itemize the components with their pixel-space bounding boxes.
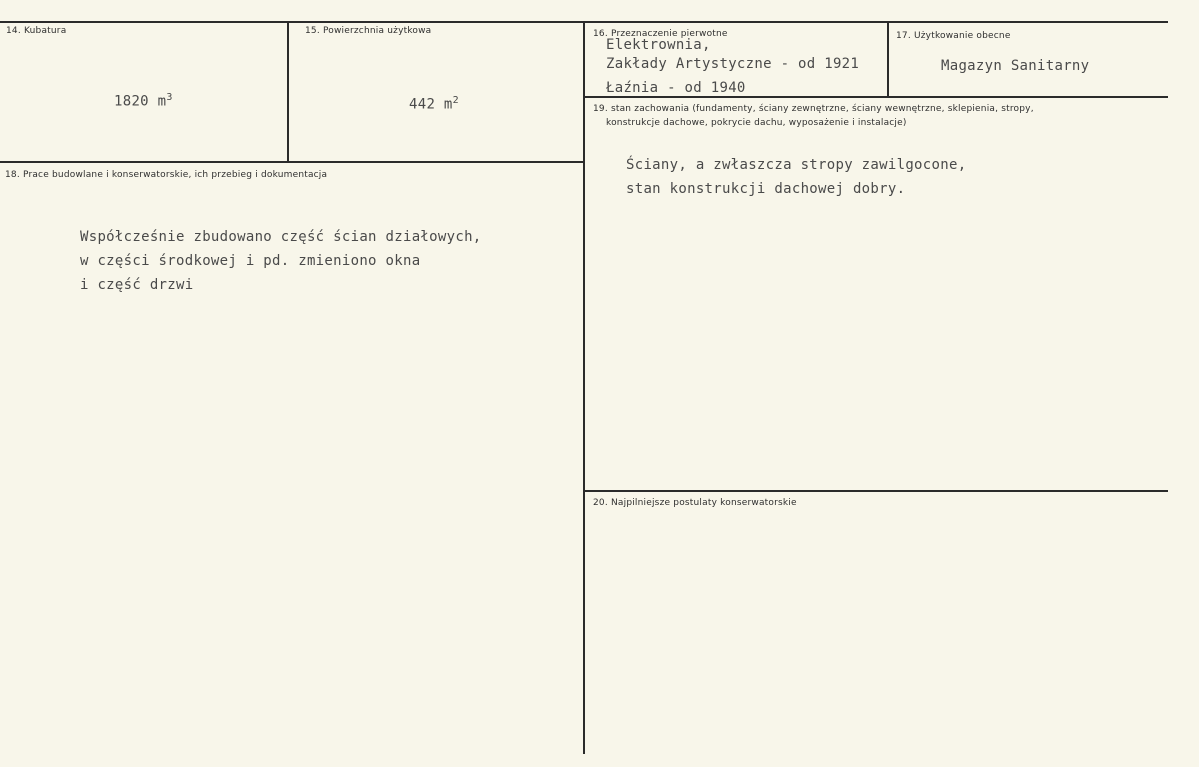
field-18-line-3: i część drzwi [80, 277, 194, 293]
field-18-line-1: Współcześnie zbudowano część ścian działowych, [80, 229, 482, 245]
field-20-label: 20. Najpilniejsze postulaty konserwatorskie [593, 498, 797, 508]
field-15-label: 15. Powierzchnia użytkowa [305, 26, 432, 36]
field-16-label: 16. Przeznaczenie pierwotne [593, 29, 728, 39]
rule-below-14-15 [0, 161, 584, 163]
volume-unit-exponent: 3 [166, 92, 173, 103]
field-17-label: 17. Użytkowanie obecne [896, 31, 1011, 41]
field-19-line-1: Ściany, a zwłaszcza stropy zawilgocone, [626, 157, 967, 173]
field-18-line-2: w części środkowej i pd. zmieniono okna [80, 253, 421, 269]
field-16-line-3: Łaźnia - od 1940 [606, 80, 746, 96]
rule-below-16-17 [584, 96, 1168, 98]
field-19-text [626, 153, 966, 201]
field-14-label: 14. Kubatura [6, 26, 67, 36]
field-17-value: Magazyn Sanitarny [941, 58, 1090, 74]
field-16-line-2: Zakłady Artystyczne - od 1921 [606, 56, 860, 72]
field-16-line-1: Elektrownia, [606, 37, 711, 53]
field-19-label-line-2: konstrukcje dachowe, pokrycie dachu, wyposażenie i instalacje) [606, 118, 907, 128]
field-18-label: 18. Prace budowlane i konserwatorskie, ich przebieg i dokumentacja [5, 170, 328, 180]
field-14-value [114, 92, 173, 110]
divider-16-17 [887, 22, 889, 98]
field-19-line-2: stan konstrukcji dachowej dobry. [626, 181, 906, 197]
volume-value: 1820 m [114, 93, 167, 110]
field-15-value [409, 95, 459, 113]
area-unit-exponent: 2 [452, 95, 459, 106]
field-18-text [80, 225, 482, 297]
field-19-label-line-1: 19. stan zachowania (fundamenty, ściany zewnętrzne, ściany wewnętrzne, sklepienia, stropy, [593, 104, 1034, 114]
divider-left-right [583, 22, 585, 754]
rule-above-20 [584, 490, 1168, 492]
area-value: 442 m [409, 96, 453, 113]
divider-14-15 [287, 22, 289, 162]
